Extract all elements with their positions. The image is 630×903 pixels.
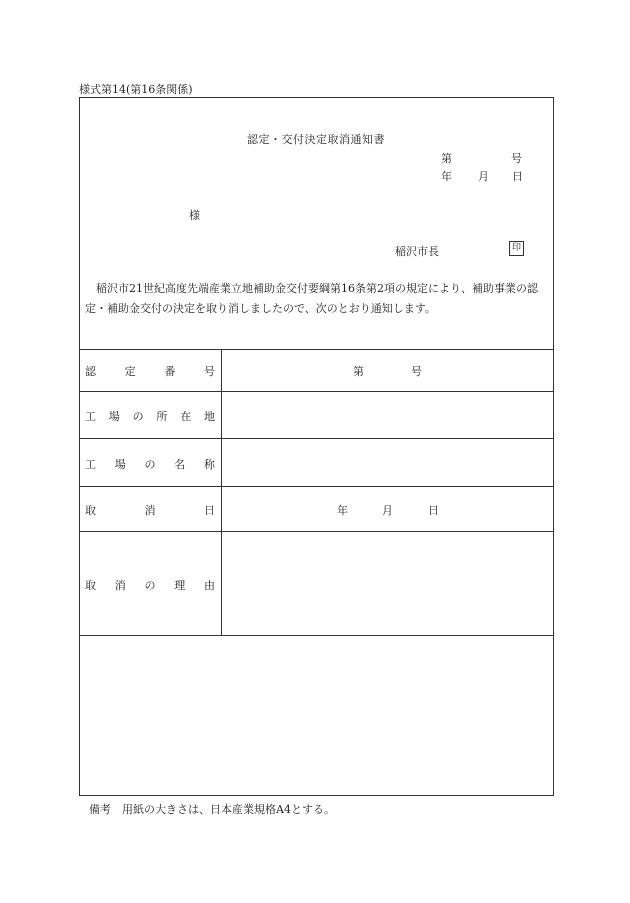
table-row-divider [80, 486, 553, 487]
addressee-honorific: 様 [189, 209, 200, 222]
table-row-divider [80, 531, 553, 532]
row-label-factory-name: 工 場 の 名 称 [85, 458, 215, 471]
issue-date-year: 年 [441, 170, 452, 183]
certification-number-prefix: 第 [353, 365, 364, 378]
row-label-factory-location: 工 場 の 所 在 地 [85, 410, 215, 423]
form-label: 様式第14(第16条関係) [79, 83, 193, 96]
row-label-cancellation-reason: 取 消 の 理 由 [85, 579, 215, 592]
notice-text: 稲沢市21世紀高度先端産業立地補助金交付要綱第16条第2項の規定により、補助事業の認定・補助金交付の決定を取り消しましたので、次のとおり通知します。 [85, 282, 538, 315]
table-column-divider [221, 349, 222, 636]
form-frame [79, 97, 554, 796]
table-top-rule [80, 349, 553, 350]
cancellation-date-month: 月 [382, 504, 393, 517]
table-row-divider [80, 391, 553, 392]
cancellation-date-day: 日 [428, 504, 439, 517]
document-number-suffix: 号 [511, 152, 522, 165]
issue-date-month: 月 [478, 170, 489, 183]
table-bottom-rule [80, 635, 553, 636]
document-title: 認定・交付決定取消通知書 [247, 133, 385, 146]
document-number-prefix: 第 [441, 152, 452, 165]
seal-box: 印 [509, 241, 524, 256]
certification-number-suffix: 号 [411, 365, 422, 378]
issue-date-day: 日 [512, 170, 523, 183]
remark-note: 備考 用紙の大きさは、日本産業規格A4とする。 [89, 803, 335, 816]
row-label-cancellation-date: 取 消 日 [85, 504, 215, 517]
table-row-divider [80, 438, 553, 439]
cancellation-date-year: 年 [337, 504, 348, 517]
row-label-certification-number: 認 定 番 号 [85, 365, 215, 378]
sender-name: 稲沢市長 [395, 245, 439, 258]
